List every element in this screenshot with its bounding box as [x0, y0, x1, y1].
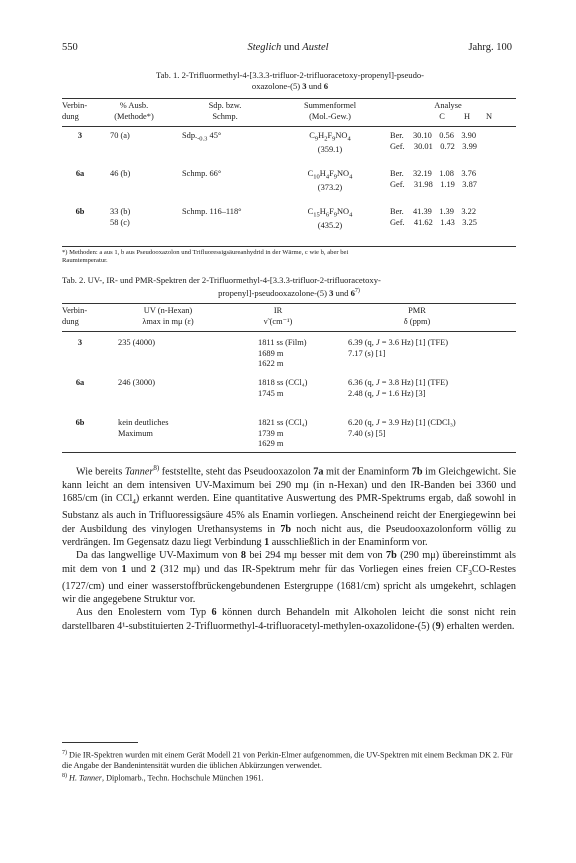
t1-bp: $Sdp._{-0.3}$ 45° — [182, 131, 222, 143]
footnote-7: $^{7)}$ Die IR-Spektren wurden mit einem Gerät Modell 21 von Perkin-Elmer aufgenommen, die UV-Spektren mit einem Beckman DK 2. Für die Angabe der Bandenintensität wurden die üblichen Abkürzungen verwendet. — [62, 750, 513, 770]
t2-pmr: 6.39 (q, J = 3.6 Hz) [1] (TFE) 7.17 (s) [1] — [348, 338, 449, 358]
table2-caption — [62, 275, 516, 299]
t1-compound: 6b — [75, 207, 85, 216]
t1-yield: 70 (a) — [110, 131, 130, 140]
table1-caption-line2: oxazolone-(5) 3 und 6 — [251, 81, 329, 91]
table1-footnote — [62, 249, 516, 265]
footnotes — [62, 748, 516, 783]
t1-h-n: N — [485, 111, 493, 121]
journal-year: Jahrg. 100 — [468, 42, 512, 53]
t1-h-sdp-1: Sdp. bzw. — [208, 101, 242, 110]
t2-h-uv-2: λmax in mμ (ε) — [142, 316, 194, 326]
t2-pmr: 6.36 (q, J = 3.8 Hz) [1] (TFE) 2.48 (q, J = 1.6 Hz) [3] — [348, 378, 449, 398]
table2-body — [62, 338, 516, 458]
table1-footnote-line1: *) Methoden: a aus 1, b aus Pseudooxazolon und Trifluoressigsäureanhydrid in der Wärme, c wie b, aber bei — [62, 249, 349, 256]
author-steglich: Steglich — [247, 42, 282, 53]
table1-top-rule — [62, 98, 516, 99]
table1-row — [62, 207, 516, 245]
t2-h-uv-1: UV (n-Hexan) — [143, 306, 193, 315]
t1-h-ausb-1: % Ausb. — [119, 101, 149, 110]
t1-h-verbindung-2: dung — [62, 111, 79, 121]
body-paragraph-1: Wie bereits Tanner$^{8)}$ feststellte, steht das Pseudooxazolon 7a mit der Enaminform 7b im Gleichgewicht. Sie kann leicht an dem intensiven UV-Maximum bei 290 mμ (in n-Hexan) und den IR-Banden bei 3360 und 1685/cm (in CCl$_4$) erkannt werden. Eine quantitative Auswertung des PMR-Spektrums ergab, daß sowohl in Substanz als auch in Trifluoressigsäure 45% als Enamin vorliegen. Anscheinend reicht der Energiegewinn bei der Ausbildung des vinylogen Urethansystems in 7b noch nicht aus, die Pseudooxazolonform völlig zu verdrängen. Im Gegensatz dazu liegt Verbindung 1 ausschließlich in der Enaminform vor. — [62, 464, 517, 548]
t1-yield: 33 (b) 58 (c) — [110, 207, 131, 227]
t1-analysis: Ber. 32.19 1.08 3.76 Gef. 31.98 1.19 3.87 — [390, 169, 477, 189]
body-text — [62, 462, 516, 633]
table2-row — [62, 338, 516, 378]
t1-h-sdp-2: Schmp. — [212, 111, 238, 121]
t2-ir: 1811 ss (Film) 1689 m 1622 m — [258, 338, 307, 369]
footnote-separator — [62, 742, 138, 743]
t2-pmr: 6.20 (q, J = 3.9 Hz) [1] (CDCl₃) 7.40 (s) [5] — [348, 418, 456, 438]
table2-bottom-rule — [62, 452, 516, 453]
t2-compound: 6a — [75, 378, 85, 387]
table2-header-rule — [62, 331, 516, 332]
t2-compound: 6b — [75, 418, 85, 427]
t1-compound: 6a — [75, 169, 85, 178]
t2-h-ir-1: IR — [273, 306, 283, 315]
table2-caption-line2: propenyl]-pseudooxazolone-(5) 3 und 6$^{7)}$ — [218, 287, 360, 298]
table1-body — [62, 131, 516, 245]
t2-h-pmr-2: δ (ppm) — [403, 316, 431, 326]
t2-compound: 3 — [77, 338, 83, 347]
t1-bp: Schmp. 116–118° — [182, 207, 242, 216]
t1-formula: $C_9H_2F_9NO_4$ (359.1) — [309, 131, 351, 155]
author-conjunction: und — [281, 42, 303, 53]
table2-row — [62, 378, 516, 418]
t2-h-verbindung-1: Verbin- — [62, 306, 88, 315]
t1-formula: $C_{10}H_4F_9NO_4$ (373.2) — [307, 169, 353, 193]
table1-row — [62, 131, 516, 169]
table1-bottom-rule — [62, 246, 516, 247]
page-number: 550 — [62, 42, 78, 53]
t1-h-summen-1: Summenformel — [303, 101, 357, 110]
t1-compound: 3 — [77, 131, 83, 140]
t1-h-analyse: Analyse — [434, 101, 462, 110]
table2-caption-line1: Tab. 2. UV-, IR- und PMR-Spektren der 2-Trifluormethyl-4-[3.3.3-trifluor-2-trifluoracetoxy- — [62, 275, 381, 285]
t2-ir: 1821 ss (CCl₄) 1739 m 1629 m — [258, 418, 308, 449]
table2-top-rule — [62, 303, 516, 304]
t1-formula: $C_{15}H_6F_9NO_4$ (435.2) — [307, 207, 353, 231]
table1-caption — [96, 70, 484, 92]
t2-uv: 235 (4000) — [118, 338, 155, 347]
t1-yield: 46 (b) — [110, 169, 131, 178]
t1-analysis: Ber. 41.39 1.39 3.22 Gef. 41.62 1.43 3.25 — [390, 207, 477, 227]
t2-h-pmr-1: PMR — [408, 306, 426, 315]
t1-h-summen-2: (Mol.-Gew.) — [309, 111, 351, 121]
table1-header — [62, 101, 516, 122]
t1-bp: Schmp. 66° — [182, 169, 222, 178]
t2-uv: 246 (3000) — [118, 378, 155, 387]
table1-caption-line1: Tab. 1. 2-Trifluormethyl-4-[3.3.3-trifluor-2-trifluoracetoxy-propenyl]-pseudo- — [155, 70, 425, 80]
t1-h-ausb-2: (Methode*) — [114, 111, 154, 121]
table1-row — [62, 169, 516, 207]
t1-analysis: Ber. 30.10 0.56 3.90 Gef. 30.01 0.72 3.99 — [390, 131, 477, 151]
body-paragraph-3: Aus den Enolestern vom Typ 6 können durch Behandeln mit Alkoholen leicht die sonst nicht rein darstellbaren 4¹-substituierten 2-Trifluormethyl-4-trifluoracetyl-methylen-oxazolidone-(5) (9) erhalten werden. — [62, 607, 516, 632]
table1-header-rule — [62, 126, 516, 127]
t2-uv: kein deutliches Maximum — [118, 418, 169, 438]
table1-footnote-line2: Raumtemperatur. — [62, 257, 108, 264]
t1-h-verbindung-1: Verbin- — [62, 101, 88, 110]
t2-h-verbindung-2: dung — [62, 316, 79, 326]
table2-header — [62, 306, 516, 327]
t1-h-h: H — [463, 111, 471, 121]
t2-ir: 1818 ss (CCl₄) 1745 m — [258, 378, 308, 398]
t2-h-ir-2: ν̃ (cm⁻¹) — [263, 316, 293, 326]
t1-h-c: C — [439, 111, 445, 121]
body-paragraph-2: Da das langwellige UV-Maximum von 8 bei 294 mμ besser mit dem von 7b (290 mμ) übereinstimmt als mit dem von 1 und 2 (312 mμ) und das IR-Spektrum mehr für das Vorliegen eines freien $CF_3CO$-Restes (1727/cm) und einer wasserstoffbrückengebundenen Estergruppe (1681/cm) spricht als umgekehrt, schlagen wir die angegebene Struktur vor. — [62, 550, 516, 606]
author-austel: Austel — [302, 42, 329, 53]
footnote-8: $^{8)}$ H. Tanner, Diplomarb., Techn. Hochschule München 1961. — [62, 772, 264, 783]
